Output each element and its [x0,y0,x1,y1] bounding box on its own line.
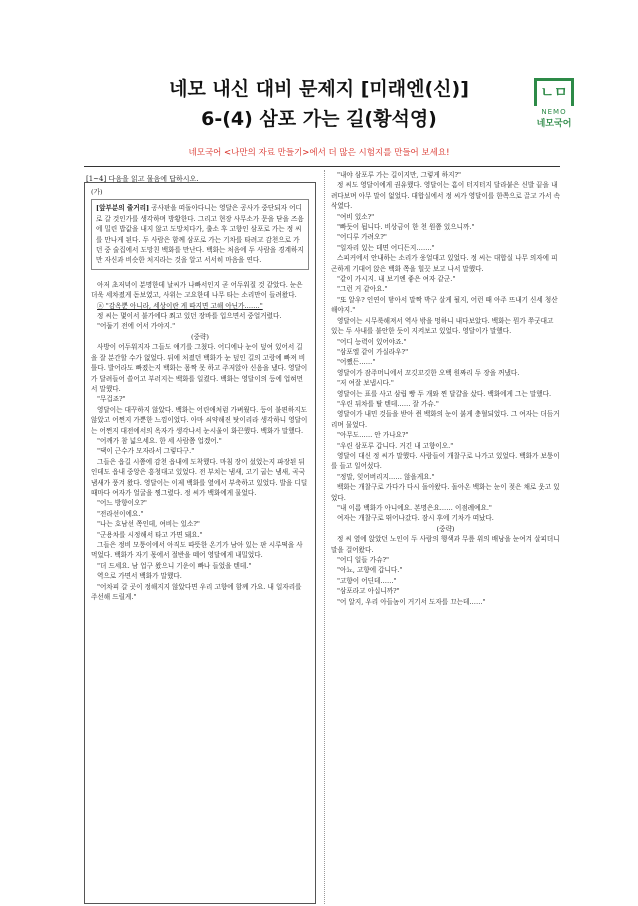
passage-line: "일자리 있는 데면 어디든지……." [337,243,435,252]
omission-mark: (중략) [191,332,209,341]
passage-line: "어차피 갈 곳이 정해지지 않았다면 우리 고향에 함께 가요. 내 일자리를 주선해 드릴게." [91,582,302,602]
logo-mark-icon [534,78,574,106]
passage-line-a: ⓐ "감옥뿐 아니라, 세상이란 게 따지면 고해 아닌가……." [97,301,263,310]
passage-line: 백화는 개찰구로 가다가 다시 돌아왔다. 돌아온 백화는 눈이 젖은 채로 웃고 있었다. [331,483,560,502]
passage-label: (가) [91,188,103,196]
passage-line: "내야 삼포루 가는 길이지만, 그렇게 하지?" [337,171,462,179]
logo-glyph: ㄴㅁ [540,85,568,101]
page-title: 네모 내신 대비 문제지 [미래엔(신)] [169,78,469,100]
passage-box [84,182,316,904]
header-divider [84,166,560,167]
passage-line: "어디루 가려오?" [337,233,387,242]
nemo-logo [528,78,580,136]
passage-line: "여비 있소?" [337,212,375,221]
passage-line: 영달이가 잠주머니에서 꼬깃꼬깃한 오백 원짜리 두 장을 꺼냈다. [337,368,520,377]
passage-line: "그런 거 같아요." [337,285,388,294]
passage-line: "또 알우? 인연이 닿아서 말짝 박구 살게 될지, 어런 때 아주 뜨내기 신세 청산해야지." [331,295,558,315]
page-subtitle-lesson: 6-(4) 삼포 가는 길(황석영) [201,108,437,130]
passage-line: "어디 일들 가슈?" [337,556,390,565]
passage-line: 역으로 가면서 백화가 말했다. [97,572,182,581]
passage-line: 영달이가 내민 것들을 받아 쥔 백화의 눈이 붉게 충혈되었다. 그 여자는 더듬거리며 물었다. [331,410,560,429]
passage-line: "군용차를 시정해서 타고 가면 돼요." [97,530,203,539]
passage-line: "우린 뒤차를 탈 텐데…… 잘 가슈." [337,399,439,408]
logo-en: NEMO [541,108,567,116]
passage-line: 스피커에서 안내하는 소리가 웅얼대고 있었다. 정 씨는 대합실 나무 의자에 피곤하게 기대어 앉은 백화 쪽을 힐끗 보고 나서 말했다. [331,254,558,273]
passage-line: "어둡기 전에 어서 가야지." [97,322,176,331]
passage-line: "전라선이에요." [97,509,144,518]
passage-line: 정 씨도 영달이에게 권유했다. 영달이는 흠이 터지터지 달라붙은 신발 끝을 내려다보며 아무 말이 없었다. 대합실에서 정 씨가 영달이를 한쪽으로 끌고 가서 속삭였다. [331,181,560,211]
passage-line: "더 드세요. 남 업구 왔으니 기운이 빠나 들었을 텐데." [97,561,252,570]
passage-line: "아무도…… 안 가나요?" [337,431,409,440]
passage-line: "어깨가 참 넓으세요. 한 세 사람쯤 업겠어." [97,436,222,445]
passage-line: 정 씨 옆에 앉았던 노인이 두 사람의 행색과 무릎 위의 배낭을 눈여겨 살피더니 말을 걸어왔다. [331,535,560,554]
passage-line: "같이 가시지. 내 보기엔 좋은 여자 같군." [337,275,456,284]
passage-line: 여자는 개찰구로 뛰어나갔다. 잠시 후에 기차가 떠났다. [337,514,494,523]
passage-line: "삼포엘 같이 가실라우?" [337,347,409,356]
summary-text: 공사판을 떠돌아다니는 영달은 공사가 중단되자 어디로 갈 것인가를 생각하며 방황한다. 그리고 현장 사무소가 문을 닫을 즈음에 밀린 밥값을 내지 않고 도망치다가, 출소 후 고향인 삼포로 가는 정 씨를 만나게 된다. 두 사람은 함께 삼포로 가는 기차를 타려고 감천으로 가던 중 술집에서 도망친 백화를 만난다. 백화는 처음에 두 사람을 경계하지만 자신과 비슷한 처지라는 것을 알고 서서히 마음을 연다. [96,204,304,265]
passage-line: "내 이름 백화가 아니에요. 본명은요…… 이점례예요." [337,504,492,512]
passage-column-2 [324,170,560,904]
passage-line: 사방이 어두워지자 그들도 얘기를 그쳤다. 어디에나 눈이 덮여 있어서 길을 잘 분간할 수가 없었다. 뒤에 처졌던 백화가 눈 덮인 길의 고랑에 빠져 비틀다. 발어라도 빠졌는지 백화는 몸짝 못 하고 주저앉아 신음을 냈다. 영달이가 달려들어 쓸어고 부러지는 백화를 일켰다. 백화는 영달이의 등에 업혀먼서 말했다. [91,343,308,393]
passage-line: "나는 호남선 쪽인데, 여비는 있소?" [97,520,200,529]
passage-line: 영달이 대신 정 씨가 말했다. 사람들이 개찰구로 나가고 있었다. 백화가 보퉁이를 들고 일어섰다. [331,451,560,471]
passage-line: "무겁죠?" [97,395,126,404]
passage-line: "댁이 근수가 모자라서 그렇다구." [97,447,195,456]
summary-box [91,199,309,269]
summary-title: [앞부분의 줄거리] [96,204,150,213]
passage-line: 영달이는 대꾸하지 않았다. 백화는 어린애처럼 가벼웠다. 등이 불편하지도 않았고 어쩐지 가뿐한 느낌이었다. 아마 쇠약해진 탓이리라 생각하니 영달이는 어쩐지 대전에서의 옥자가 생각나서 눈시울이 화끈했다. 백화가 말했다. [91,405,308,435]
passage-line: 영달이는 표를 사고 삼립 빵 두 개와 찐 달걀을 샀다. 백화에게 그는 말했다. [337,389,552,398]
passage-line: 아저 초저녁이 분명한데 날씨가 나빠서인지 곧 어두워질 것 같았다. 눈은 더욱 세차졌게 돋보였고, 사위는 고요한데 나무 타는 소리만이 들려왔다. [91,280,303,300]
passage-line: "아뇨, 고향에 갑니다." [337,566,403,575]
passage-line: 정 씨는 몇이서 불가에다 쬐고 있던 장바를 입으면서 중얼거렸다. [97,312,282,321]
passage-line: 그들은 읍길 시쯤에 감천 읍내에 도착했다. 마침 장이 섰었는지 파장된 뒤인데도 읍내 중앙은 흥청대고 있었다. 전 부치는 냄새, 고기 굽는 냄새, 곡국 냄새가 풍겨 왔다. 영달이는 이제 백화를 옆에서 부축하고 있었다. 발을 디딜 때마다 여자가 얼굴을 찡그렸다. 정 씨가 백화에게 물었다. [91,457,308,497]
passage-line: 그들은 정비 모퉁이에서 아직도 따뜻한 온기가 남아 있는 판 시루떡을 사먹었다. 백화가 자기 몫에서 절반을 떼어 영달에게 내밀었다. [91,541,303,560]
passage-line: "어쨌든……" [337,358,376,367]
promo-text: 네모국어 <나만의 자료 만들기>에서 더 많은 시험지를 만들어 보세요! [188,148,450,158]
passage-line: "고향이 어딘데……" [337,576,397,585]
passage-line: 영달이는 시무룩해져서 역사 밖을 멍하니 내다보았다. 백화는 뭔가 쭈굿대고 있는 두 사내를 불안한 듯이 지켜보고 있었다. 영달이가 말했다. [331,316,554,336]
instruction: [1~4] 다음을 읽고 물음에 답하시오. [86,175,199,183]
passage-line: "어느 방향이오?" [97,499,147,508]
passage-line: "삼포라고 아십니까?" [337,587,400,596]
passage-line: "빠듯이 됩니다. 비상금이 한 천 원쯤 있으니까." [337,223,475,232]
passage-line: "저 여잘 보냅시다." [337,379,394,388]
passage-line: "우린 삼포루 갑니다. 거긴 내 고향이오." [337,441,454,450]
omission-mark: (중략) [436,524,455,533]
passage-line: "어 알지, 우리 아들놈이 거기서 도자를 끄는데……" [337,597,486,606]
passage-line: "어디 능력이 있어야죠." [337,337,407,346]
logo-kr: 네모국어 [536,119,572,129]
passage-line: "정말, 잊어버리지…… 않을게요." [337,472,435,481]
